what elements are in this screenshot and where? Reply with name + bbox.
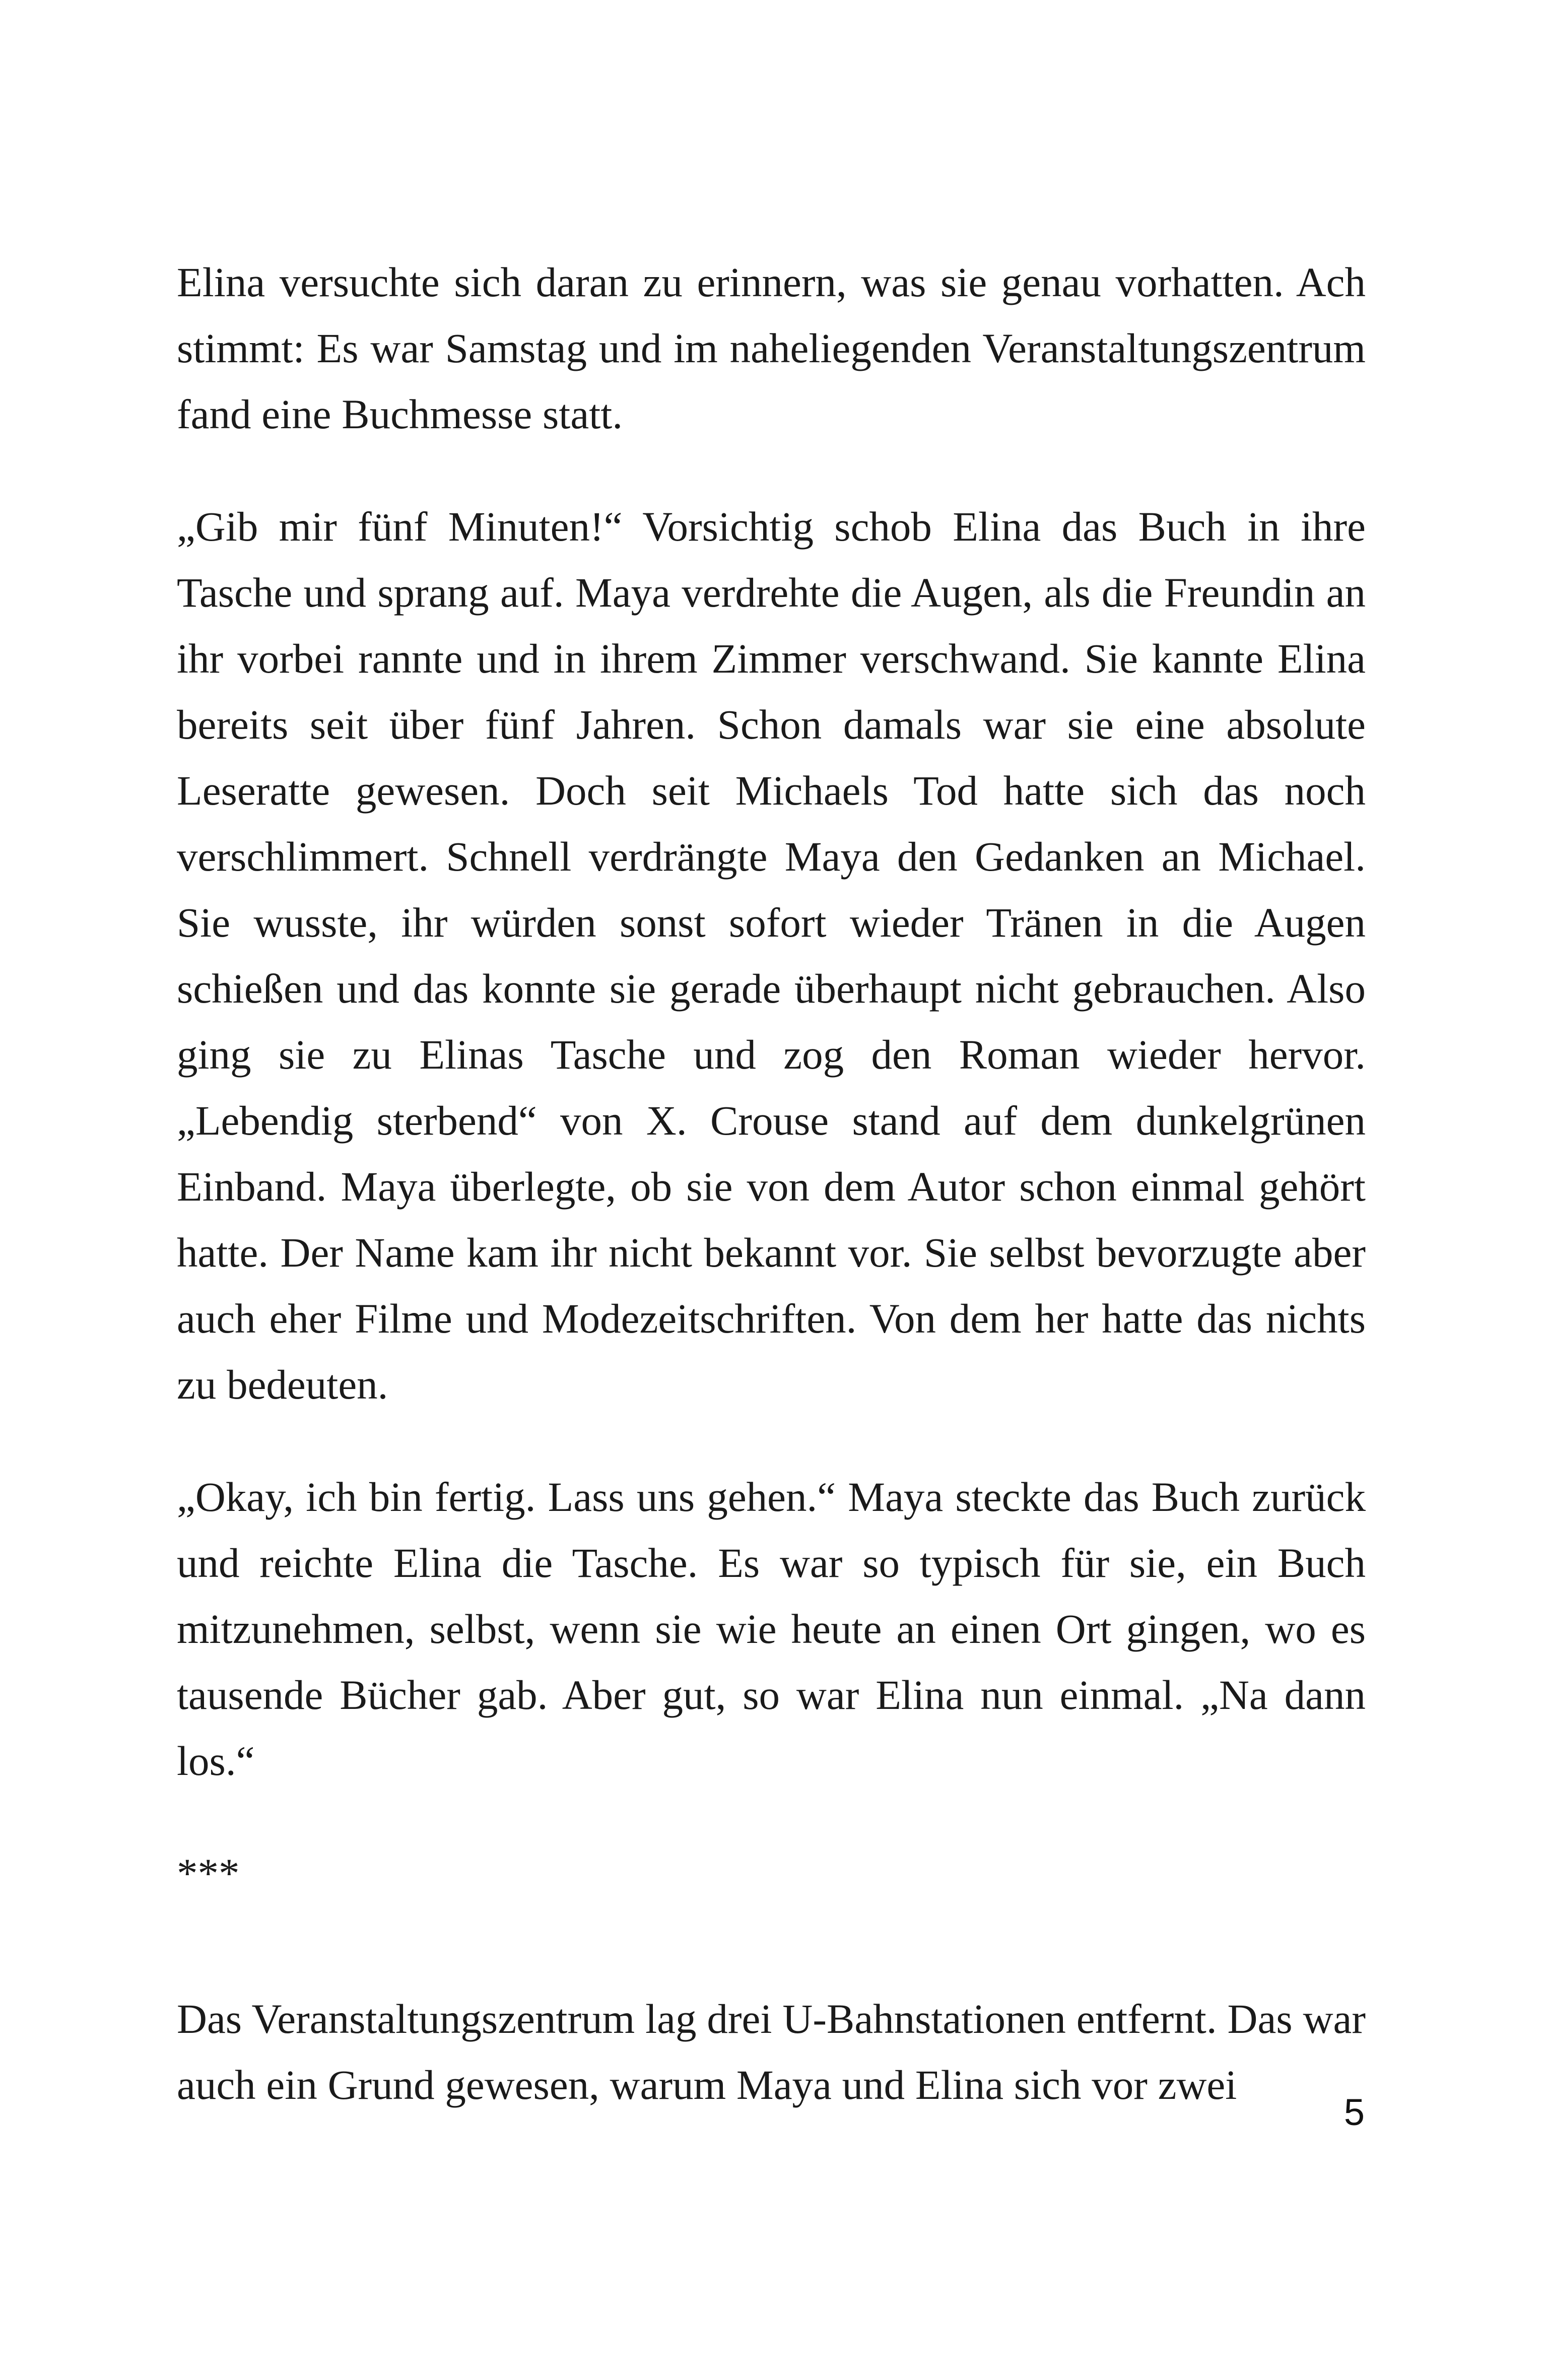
paragraph-2: „Gib mir fünf Minuten!“ Vorsichtig schob Elina das Buch in ihre Tasche und sprang auf. Maya verdrehte die Augen, als die Freundin an ihr vorbei rannte und in ihrem Zimmer verschwand. Sie kannte Elina bereits seit über fünf Jahren. Schon damals war sie eine absolute Leseratte gewesen. Doch seit Michaels Tod hatte sich das noch verschlimmert. Schnell verdrängte Maya den Gedanken an Michael. Sie wusste, ihr würden sonst sofort wieder Tränen in die Augen schießen und das konnte sie gerade überhaupt nicht gebrauchen. Also ging sie zu Elinas Tasche und zog den Roman wieder hervor. „Lebendig sterbend“ von X. Crouse stand auf dem dunkelgrünen Einband. Maya überlegte, ob sie von dem Autor schon einmal gehört hatte. Der Name kam ihr nicht bekannt vor. Sie selbst bevorzugte aber auch eher Filme und Modezeitschriften. Von dem her hatte das nichts zu bedeuten. — [177, 503, 1366, 1408]
paragraph-4: Das Veranstaltungszentrum lag drei U-Bahnstationen entfernt. Das war auch ein Grund gewesen, warum Maya und Elina sich vor zwei — [177, 1996, 1366, 2108]
paragraph-1: Elina versuchte sich daran zu erinnern, was sie genau vorhatten. Ach stimmt: Es war Samstag und im naheliegenden Veranstaltungszentrum fand eine Buchmesse statt. — [177, 259, 1366, 437]
page-number: 5 — [1343, 2091, 1365, 2133]
scene-separator: *** — [177, 1850, 240, 1896]
body-text — [177, 249, 1366, 2118]
paragraph-3: „Okay, ich bin fertig. Lass uns gehen.“ Maya steckte das Buch zurück und reichte Elina die Tasche. Es war so typisch für sie, ein Buch mitzunehmen, selbst, wenn sie wie heute an einen Ort gingen, wo es tausende Bücher gab. Aber gut, so war Elina nun einmal. „Na dann los.“ — [177, 1474, 1366, 1784]
